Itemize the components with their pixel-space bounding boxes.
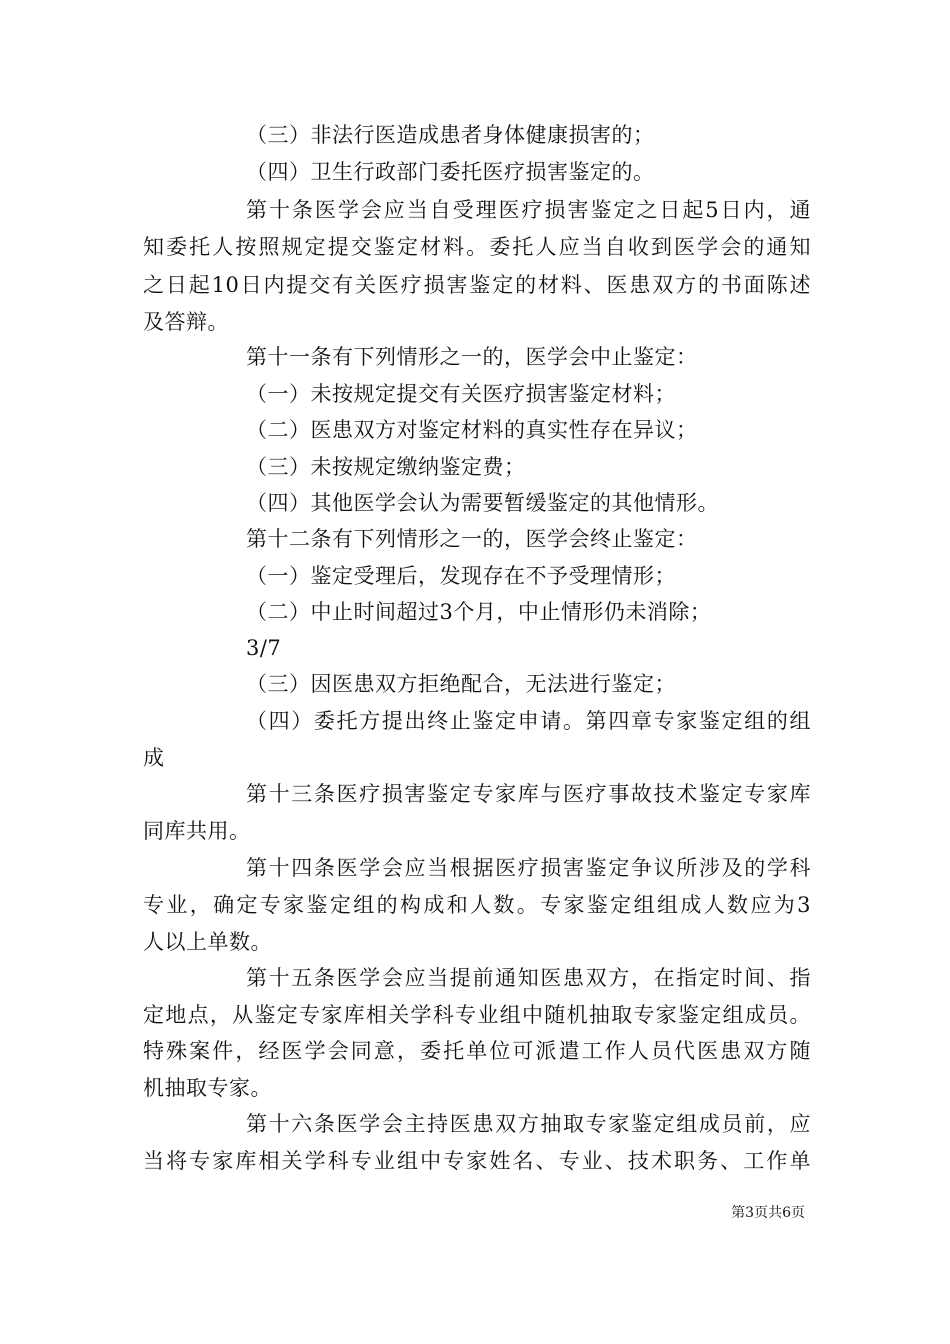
text-line: （二）医患双方对鉴定材料的真实性存在异议； [246, 418, 698, 442]
text-line: （三）非法行医造成患者身体健康损害的； [246, 123, 655, 147]
page-number-footer: 第3页共6页 [731, 1205, 805, 1221]
text-line: 定地点，从鉴定专家库相关学科专业组中随机抽取专家鉴定组成员。 [143, 1003, 811, 1027]
text-line: （四）委托方提出终止鉴定申请。第四章专家鉴定组的组 [246, 709, 811, 733]
text-line: （四）其他医学会认为需要暂缓鉴定的其他情形。 [246, 491, 719, 515]
text-line: 知委托人按照规定提交鉴定材料。委托人应当自收到医学会的通知 [143, 235, 811, 259]
text-line: 第十条医学会应当自受理医疗损害鉴定之日起5日内，通 [246, 198, 811, 222]
text-line: 机抽取专家。 [143, 1076, 272, 1100]
page-fraction-marker: 3/7 [246, 636, 282, 660]
text-line: 成 [143, 746, 165, 770]
text-line: 第十五条医学会应当提前通知医患双方，在指定时间、指 [246, 966, 811, 990]
text-line: （四）卫生行政部门委托医疗损害鉴定的。 [246, 160, 655, 184]
text-line: 当将专家库相关学科专业组中专家姓名、专业、技术职务、工作单 [143, 1149, 811, 1173]
text-line: 第十二条有下列情形之一的，医学会终止鉴定： [246, 527, 698, 551]
text-line: （二）中止时间超过3个月，中止情形仍未消除； [246, 600, 712, 624]
text-line: 第十一条有下列情形之一的，医学会中止鉴定： [246, 345, 698, 369]
text-line: （一）鉴定受理后，发现存在不予受理情形； [246, 564, 676, 588]
text-line: （三）未按规定缴纳鉴定费； [246, 455, 526, 479]
text-line: 同库共用。 [143, 819, 251, 843]
text-line: 人以上单数。 [143, 930, 272, 954]
text-line: 第十六条医学会主持医患双方抽取专家鉴定组成员前，应 [246, 1112, 811, 1136]
text-line: 第十三条医疗损害鉴定专家库与医疗事故技术鉴定专家库 [246, 782, 811, 806]
text-line: 专业，确定专家鉴定组的构成和人数。专家鉴定组组成人数应为3 [143, 893, 811, 917]
text-line: 特殊案件，经医学会同意，委托单位可派遣工作人员代医患双方随 [143, 1039, 811, 1063]
text-line: 之日起10日内提交有关医疗损害鉴定的材料、医患双方的书面陈述 [143, 273, 811, 297]
text-line: 第十四条医学会应当根据医疗损害鉴定争议所涉及的学科 [246, 856, 811, 880]
text-line: 及答辩。 [143, 310, 229, 334]
text-line: （一）未按规定提交有关医疗损害鉴定材料； [246, 382, 676, 406]
text-line: （三）因医患双方拒绝配合，无法进行鉴定； [246, 672, 676, 696]
